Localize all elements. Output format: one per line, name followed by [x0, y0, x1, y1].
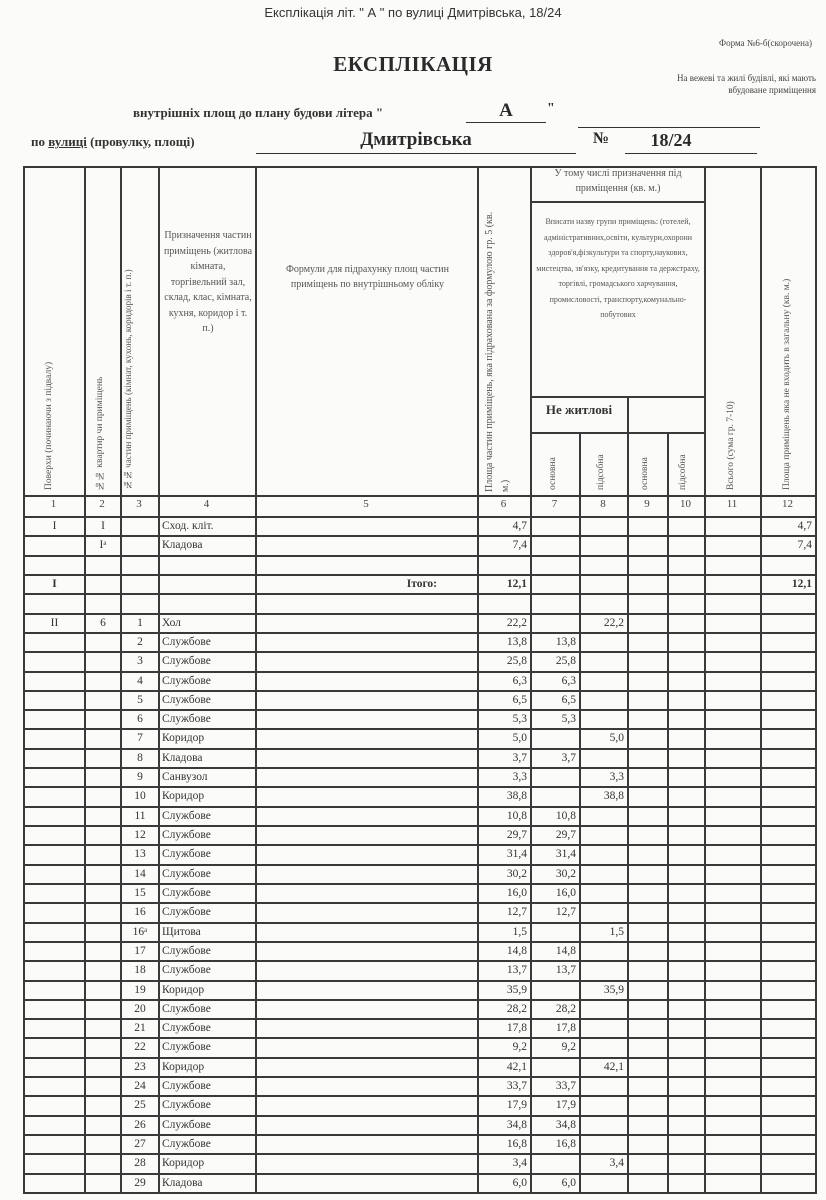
header-purpose: Призначення частин приміщень (житлова кімната, торгівельний зал, склад, клас, кімната, кухня, коридор і т. п.)	[163, 230, 253, 334]
cell-apt: Iᵃ	[99, 539, 107, 552]
cell-c8: 38,8	[603, 790, 624, 803]
cell-area: 12,1	[506, 577, 527, 590]
cell-purpose: Кладова	[162, 539, 203, 552]
cell-c7: 16,8	[555, 1138, 576, 1151]
cell-apt: I	[101, 520, 105, 532]
cell-part: 19	[134, 983, 146, 996]
cell-purpose: Кладова	[162, 1176, 203, 1189]
cell-area: 7,4	[512, 539, 527, 552]
document-title: ЕКСПЛІКАЦІЯ	[333, 52, 493, 76]
cell-area: 13,8	[506, 635, 527, 648]
header-floors: Поверхи (починаючи з підвалу)	[44, 361, 54, 490]
column-number: 3	[136, 498, 142, 510]
cell-area: 31,4	[506, 848, 527, 861]
cell-c8: 5,0	[609, 732, 624, 745]
cell-c7: 29,7	[555, 829, 576, 842]
column-number: 2	[99, 498, 105, 510]
cell-part: 11	[134, 809, 146, 822]
street-name: Дмитрівська	[256, 127, 576, 154]
cell-c8: 1,5	[609, 925, 624, 938]
subtitle-line2	[31, 134, 195, 150]
cell-part: 22	[134, 1041, 146, 1054]
cell-part: 2	[137, 635, 143, 648]
cell-area: 16,8	[506, 1138, 527, 1151]
cell-area: 3,7	[512, 751, 527, 764]
table-top-border	[23, 166, 817, 168]
cell-floor: I	[52, 520, 57, 532]
cell-area: 38,8	[506, 790, 527, 803]
cell-c7: 17,9	[555, 1099, 576, 1112]
cell-part: 16	[134, 906, 146, 919]
house-number: 18/24	[625, 127, 757, 154]
header-c10: підсобна	[678, 454, 688, 490]
row-divider	[23, 1192, 817, 1194]
cell-purpose: Службове	[162, 848, 211, 861]
cell-c7: 33,7	[555, 1080, 576, 1093]
cell-purpose: Службове	[162, 867, 211, 880]
cell-c7: 34,8	[555, 1118, 576, 1131]
cell-area: 5,3	[512, 713, 527, 726]
column-number: 5	[363, 498, 369, 510]
cell-purpose: Коридор	[162, 790, 205, 803]
cell-purpose: Службове	[162, 944, 211, 957]
column-number: 1	[50, 498, 57, 510]
cell-c7: 31,4	[555, 848, 576, 861]
header-c8: підсобна	[596, 454, 606, 490]
cell-c8: 3,3	[609, 771, 624, 784]
cell-purpose: Службове	[162, 886, 211, 899]
cell-part: 15	[134, 886, 146, 899]
column-number: 7	[551, 498, 558, 510]
subheader-divider	[530, 432, 704, 434]
cell-c7: 28,2	[555, 1002, 576, 1015]
cell-purpose: Службове	[162, 693, 211, 706]
cell-c7: 6,5	[561, 693, 576, 706]
cell-c7: 16,0	[555, 886, 576, 899]
cell-c7: 13,7	[555, 964, 576, 977]
cell-c8: 35,9	[603, 983, 624, 996]
header-group: У тому числі призначення під приміщення (кв. м.)	[554, 168, 682, 194]
number-row-border	[23, 516, 817, 518]
cell-purpose: Службове	[162, 1080, 211, 1093]
cell-part: 25	[134, 1099, 146, 1112]
cell-part: 5	[137, 693, 143, 706]
header-non-residential: Не житлові	[545, 402, 613, 417]
cell-area: 9,2	[512, 1041, 527, 1054]
cell-area: 3,4	[512, 1157, 527, 1170]
building-letter: А	[466, 100, 546, 123]
cell-purpose: Сход. кліт.	[162, 520, 214, 532]
column-number: 11	[726, 498, 738, 510]
column-number: 4	[203, 498, 210, 510]
cell-part: 9	[137, 771, 143, 784]
cell-area: 42,1	[506, 1060, 527, 1073]
line2-street-word: вулиці	[48, 134, 87, 149]
cell-c12: 12,1	[791, 577, 812, 590]
cell-area: 6,5	[512, 693, 527, 706]
row-divider	[23, 535, 817, 537]
cell-part: 14	[134, 867, 146, 880]
column-number: 12	[782, 498, 793, 510]
cell-purpose: Кладова	[162, 751, 203, 764]
cell-part: 10	[134, 790, 146, 803]
cell-purpose: Службове	[162, 1118, 211, 1131]
document-caption: Експлікація літ. " А " по вулиці Дмитрівська, 18/24	[264, 5, 562, 20]
cell-part: 8	[137, 751, 143, 764]
cell-area: 6,3	[512, 674, 527, 687]
cell-c8: 3,4	[609, 1157, 624, 1170]
cell-part: 28	[134, 1157, 146, 1170]
cell-purpose: Коридор	[162, 983, 205, 996]
cell-area: 5,0	[512, 732, 527, 745]
cell-part: 16ᵃ	[132, 925, 148, 938]
line2-prefix: по	[31, 134, 45, 149]
header-apartments: №№ квартир чи приміщень	[95, 376, 105, 490]
cell-area: 10,8	[506, 809, 527, 822]
cell-c8: 42,1	[603, 1060, 624, 1073]
cell-formula: Ітого:	[406, 577, 437, 590]
cell-purpose: Коридор	[162, 1157, 205, 1170]
cell-part: 18	[134, 964, 146, 977]
cell-purpose: Службове	[162, 1138, 211, 1151]
cell-area: 16,0	[506, 886, 527, 899]
line2-suffix: (провулку, площі)	[90, 134, 195, 149]
cell-part: 21	[134, 1022, 146, 1035]
cell-area: 34,8	[506, 1118, 527, 1131]
cell-part: 27	[134, 1138, 146, 1151]
cell-c7: 12,7	[555, 906, 576, 919]
cell-c7: 14,8	[555, 944, 576, 957]
cell-purpose: Службове	[162, 674, 211, 687]
cell-part: 12	[134, 829, 146, 842]
row-divider	[23, 593, 817, 595]
cell-area: 25,8	[506, 655, 527, 668]
cell-part: 20	[134, 1002, 146, 1015]
column-number: 10	[680, 498, 691, 510]
cell-purpose: Санвузол	[162, 771, 208, 784]
cell-c7: 6,0	[561, 1176, 576, 1189]
cell-area: 12,7	[506, 906, 527, 919]
cell-area: 1,5	[512, 925, 527, 938]
header-parts: №№ частин приміщень (кімнат, кухонь, коридорів і т. п.)	[123, 269, 133, 490]
cell-purpose: Службове	[162, 1099, 211, 1112]
header-bottom-border	[23, 495, 817, 497]
header-c9: основна	[640, 457, 650, 490]
cell-purpose: Службове	[162, 809, 211, 822]
cell-apt: 6	[100, 616, 106, 629]
subtitle-quote-close: "	[547, 101, 555, 116]
cell-c7: 30,2	[555, 867, 576, 880]
subtitle-line1: внутрішніх площ до плану будови літера "	[133, 105, 384, 120]
cell-purpose: Коридор	[162, 1060, 205, 1073]
cell-part: 29	[134, 1176, 146, 1189]
cell-purpose: Коридор	[162, 732, 205, 745]
cell-area: 29,7	[506, 829, 527, 842]
cell-purpose: Службове	[162, 1022, 211, 1035]
form-number: Форма №6-б(скорочена)	[718, 38, 812, 48]
cell-area: 14,8	[506, 944, 527, 957]
cell-area: 3,3	[512, 771, 527, 784]
header-formula: Формули для підрахунку площ частин приміщень по внутрішньому обліку	[285, 264, 450, 290]
column-number: 9	[644, 498, 650, 510]
cell-part: 3	[137, 655, 143, 668]
cell-floor: I	[52, 577, 57, 590]
cell-c7: 9,2	[561, 1041, 576, 1054]
cell-purpose: Службове	[162, 906, 211, 919]
cell-purpose: Службове	[162, 829, 211, 842]
cell-part: 24	[134, 1080, 146, 1093]
cell-c7: 13,8	[555, 635, 576, 648]
cell-floor: II	[50, 616, 59, 629]
cell-c7: 3,7	[561, 751, 576, 764]
header-total: Всього (сума гр. 7-10)	[726, 401, 736, 490]
cell-area: 17,8	[506, 1022, 527, 1035]
number-sign: №	[593, 130, 610, 147]
cell-part: 23	[134, 1060, 146, 1073]
cell-purpose: Службове	[162, 655, 211, 668]
row-divider	[23, 555, 817, 557]
cell-part: 4	[137, 674, 143, 687]
cell-c12: 4,7	[797, 520, 812, 532]
cell-part: 26	[134, 1118, 146, 1131]
cell-part: 1	[137, 616, 143, 629]
cell-purpose: Службове	[162, 635, 211, 648]
cell-purpose: Хол	[162, 616, 181, 629]
cell-purpose: Службове	[162, 964, 211, 977]
cell-area: 13,7	[506, 964, 527, 977]
cell-c7: 5,3	[561, 713, 576, 726]
cell-area: 30,2	[506, 867, 527, 880]
cell-c7: 10,8	[555, 809, 576, 822]
header-c7: основна	[548, 457, 558, 490]
cell-area: 22,2	[506, 616, 527, 629]
cell-purpose: Службове	[162, 1041, 211, 1054]
cell-c8: 22,2	[603, 616, 624, 629]
group-header-divider	[530, 201, 704, 203]
cell-area: 28,2	[506, 1002, 527, 1015]
cell-purpose: Службове	[162, 1002, 211, 1015]
cell-area: 35,9	[506, 983, 527, 996]
cell-c7: 17,8	[555, 1022, 576, 1035]
header-group-description: Вписати назву групи приміщень: (готелей, адміністративних,освіти, культури,охорони здоров'я,фізкультури та спорту,наукових, мистецтва, зв'язку, кредитування та держстраху, торгівлі, громадського харчування, промисловості, транспорту,комунально-побутових	[536, 217, 700, 319]
header-area: Площа частин приміщень, яка підрахована за формулою гр. 5 (кв. м.)	[484, 211, 511, 492]
cell-c12: 7,4	[797, 539, 812, 552]
cell-area: 4,7	[512, 520, 527, 532]
column-number: 8	[600, 498, 606, 510]
cell-part: 7	[137, 732, 143, 745]
header-excluded: Площа приміщень яка не входить в загальну (кв. м.)	[782, 278, 792, 490]
cell-area: 6,0	[512, 1176, 527, 1189]
column-number: 6	[500, 498, 507, 510]
cell-c7: 25,8	[555, 655, 576, 668]
group-desc-divider	[530, 396, 704, 398]
cell-area: 33,7	[506, 1080, 527, 1093]
cell-purpose: Щитова	[162, 925, 201, 938]
cell-part: 17	[134, 944, 146, 957]
cell-purpose: Службове	[162, 713, 211, 726]
cell-part: 13	[134, 848, 146, 861]
cell-area: 17,9	[506, 1099, 527, 1112]
form-note: На вежеві та жилі будівлі, які мають вбудоване приміщення	[677, 73, 816, 95]
cell-part: 6	[137, 713, 143, 726]
cell-c7: 6,3	[561, 674, 576, 687]
